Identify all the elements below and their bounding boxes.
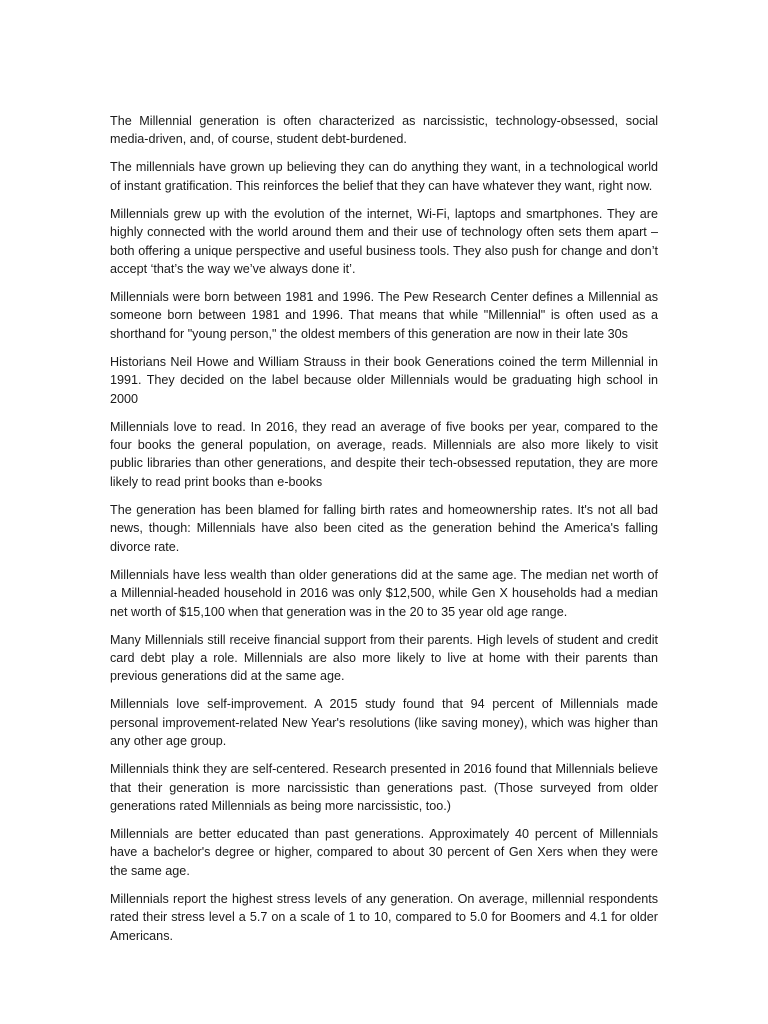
- paragraph-13: Millennials report the highest stress levels of any generation. On average, millennial respondents rated their stress level a 5.7 on a scale of 1 to 10, compared to 5.0 for Boomers and 4.1 for older Americans.: [110, 891, 658, 943]
- paragraph-5: Historians Neil Howe and William Strauss in their book Generations coined the term Millennial in 1991. They decided on the label because older Millennials would be graduating high school in 2000: [110, 354, 658, 406]
- paragraph-11: Millennials think they are self-centered. Research presented in 2016 found that Millennials believe that their generation is more narcissistic than generations past. (Those surveyed from older generations rated Millennials as being more narcissistic, too.): [110, 762, 658, 813]
- paragraph-2: The millennials have grown up believing they can do anything they want, in a technological world of instant gratification. This reinforces the belief that they can have whatever they want, right now.: [110, 160, 658, 193]
- paragraph-6: Millennials love to read. In 2016, they read an average of five books per year, compared to the four books the general population, on average, reads. Millennials are also more likely to visit public libraries than other generations, and despite their tech-obsessed reputation, they are more likely to read print books than e-books: [110, 419, 658, 489]
- paragraph-8: Millennials have less wealth than older generations did at the same age. The median net worth of a Millennial-headed household in 2016 was only $12,500, while Gen X households had a median net worth of $15,100 when that generation was in the 20 to 35 year old age range.: [110, 567, 658, 619]
- paragraph-7: The generation has been blamed for falling birth rates and homeownership rates. It's not all bad news, though: Millennials have also been cited as the generation behind the America's falling divorce rate.: [110, 502, 658, 554]
- paragraph-10: Millennials love self-improvement. A 2015 study found that 94 percent of Millennials made personal improvement-related New Year's resolutions (like saving money), which was higher than any other age group.: [110, 697, 658, 749]
- paragraph-3: Millennials grew up with the evolution of the internet, Wi-Fi, laptops and smartphones. They are highly connected with the world around them and their use of technology often sets them apart – both offering a unique perspective and useful business tools. They also push for change and don’t accept ‘that’s the way we’ve always done it’.: [110, 206, 658, 277]
- paragraph-9: Many Millennials still receive financial support from their parents. High levels of student and credit card debt play a role. Millennials are also more likely to live at home with their parents than previous generations did at the same age.: [110, 632, 658, 684]
- paragraph-1: The Millennial generation is often characterized as narcissistic, technology-obsessed, social media-driven, and, of course, student debt-burdened.: [110, 114, 658, 147]
- document-page: [110, 112, 658, 955]
- paragraph-4: Millennials were born between 1981 and 1996. The Pew Research Center defines a Millennial as someone born between 1981 and 1996. That means that while "Millennial" is often used as a shorthand for "young person," the oldest members of this generation are now in their late 30s: [110, 290, 658, 341]
- paragraph-12: Millennials are better educated than past generations. Approximately 40 percent of Millennials have a bachelor's degree or higher, compared to about 30 percent of Gen Xers when they were the same age.: [110, 826, 658, 878]
